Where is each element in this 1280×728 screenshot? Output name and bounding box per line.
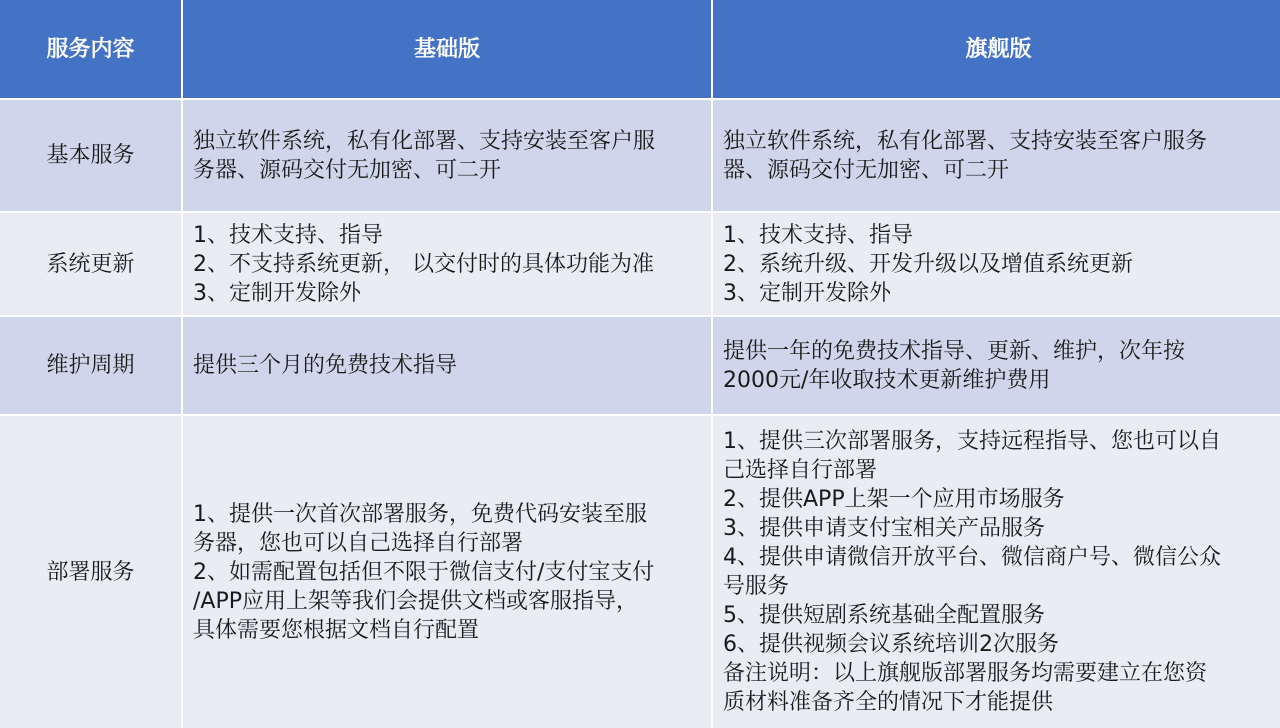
row-label-deployment-service: 部署服务 [0, 416, 181, 728]
text-line: 5、提供短剧系统基础全配置服务 [723, 603, 1045, 628]
text-line: 备注说明：以上旗舰版部署服务均需要建立在您资 [723, 661, 1208, 686]
text-line: 独立软件系统，私有化部署、支持安装至客户服 [193, 128, 656, 154]
text-line: 1、技术支持、指导 [723, 222, 913, 248]
header-flagship-edition: 旗舰版 [713, 0, 1280, 98]
text-line: 1、技术支持、指导 [193, 222, 383, 248]
text-line: 1、提供一次首次部署服务，免费代码安装至服 [193, 501, 647, 527]
text-line: 提供三个月的免费技术指导 [193, 353, 458, 378]
header-basic-edition: 基础版 [183, 0, 711, 98]
text-line: 4、提供申请微信开放平台、微信商户号、微信公众 [723, 545, 1221, 570]
text-line: 2、提供APP上架一个应用市场服务 [723, 487, 1065, 512]
text-line: 具体需要您根据文档自行配置 [193, 617, 480, 643]
text-line: 独立软件系统，私有化部署、支持安装至客户服务 [723, 128, 1208, 154]
row-label-maintenance-period: 维护周期 [0, 317, 181, 414]
text-line: 2000元/年收取技术更新维护费用 [723, 367, 1051, 393]
text-line: 己选择自行部署 [723, 458, 878, 483]
text-line: 1、提供三次部署服务，支持远程指导、您也可以自 [723, 429, 1221, 454]
text-line: 2、不支持系统更新， 以交付时的具体功能为准 [193, 251, 654, 277]
text-line: 3、提供申请支付宝相关产品服务 [723, 516, 1045, 541]
row-label-system-update: 系统更新 [0, 213, 181, 315]
text-line: 3、定制开发除外 [193, 280, 361, 306]
maintenance-period-flagship-edition [713, 317, 1280, 414]
system-update-basic-edition [183, 213, 711, 315]
text-line: 器、源码交付无加密、可二开 [723, 157, 1010, 183]
text-line: 务器，您也可以自己选择自行部署 [193, 530, 524, 556]
basic-service-basic-edition [183, 100, 711, 211]
deployment-service-basic-edition [183, 416, 711, 728]
text-line: /APP应用上架等我们会提供文档或客服指导， [193, 588, 638, 614]
maintenance-period-basic-edition [183, 317, 711, 414]
deployment-service-flagship-edition [713, 416, 1280, 728]
text-line: 号服务 [723, 574, 790, 599]
text-line: 3、定制开发除外 [723, 280, 891, 306]
basic-service-flagship-edition [713, 100, 1280, 211]
header-service-content: 服务内容 [0, 0, 181, 98]
text-line: 2、如需配置包括但不限于微信支付/支付宝支付 [193, 559, 655, 585]
system-update-flagship-edition [713, 213, 1280, 315]
text-line: 提供一年的免费技术指导、更新、维护，次年按 [723, 338, 1186, 364]
text-line: 2、系统升级、开发升级以及增值系统更新 [723, 251, 1133, 277]
row-label-basic-service: 基本服务 [0, 100, 181, 211]
text-line: 务器、源码交付无加密、可二开 [193, 157, 502, 183]
text-line: 6、提供视频会议系统培训2次服务 [723, 632, 1059, 657]
text-line: 质材料准备齐全的情况下才能提供 [723, 690, 1054, 715]
